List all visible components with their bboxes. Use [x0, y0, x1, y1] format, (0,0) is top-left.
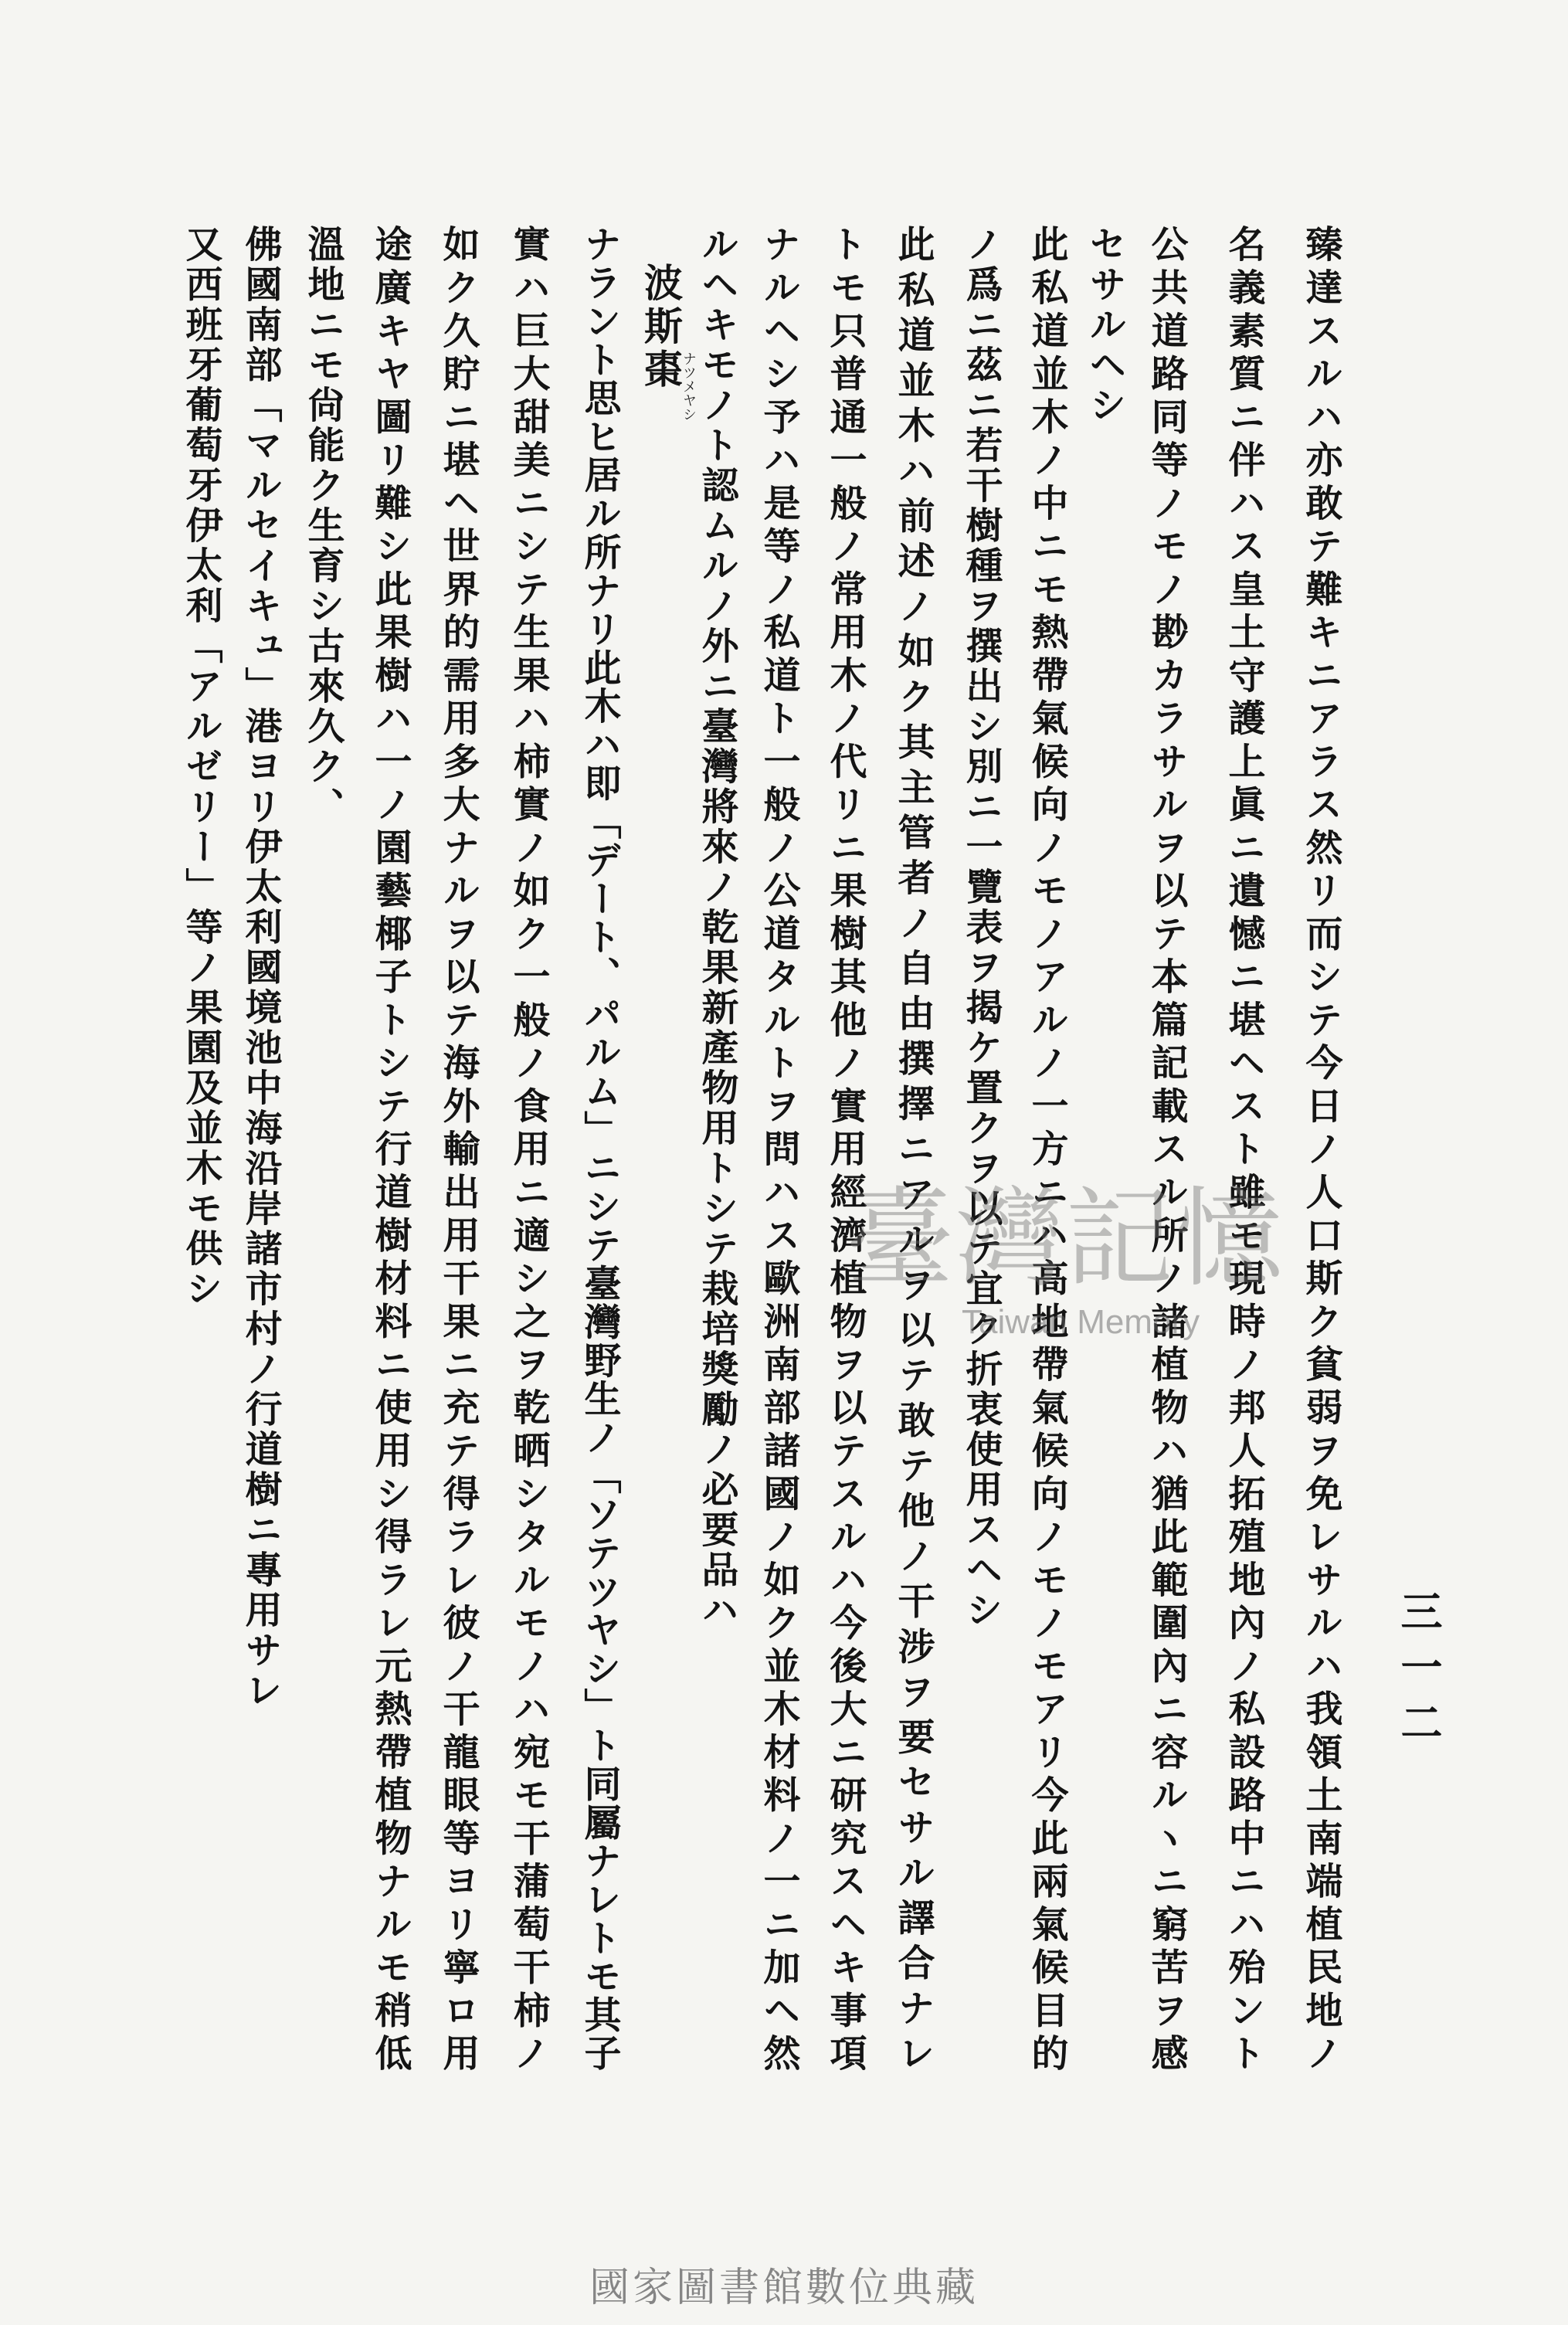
text-column-7: 此私道並木ハ前述ノ如ク其主管者ノ自由撰擇ニアルヲ以テ敢テ他ノ干涉ヲ要セサル譯合ナレ	[891, 225, 935, 2072]
text-column-8: トモ只普通一般ノ常用木ノ代リニ果樹其他ノ實用經濟植物ヲ以テスルハ今後大ニ研究スヘキ事項	[823, 225, 867, 2071]
watermark-logo-subtext: Taiwan Memory	[962, 1303, 1200, 1341]
text-column-17: 又西班牙葡萄牙伊太利「アルゼリー」等ノ果園及並木モ供シ	[179, 225, 222, 1309]
text-column-11: ナラント思ヒ居ル所ナリ此木ハ即「デート、パルム」ニシテ臺灣野生ノ「ソテツヤシ」ト同屬ナレトモ其子	[578, 225, 621, 2071]
text-column-4: セサルヘシ	[1083, 225, 1126, 426]
text-column-1: 臻達スルハ亦敢テ難キニアラス然リ而シテ今日ノ人口斯ク貧弱ヲ免レサルハ我領土南端植民地ノ	[1299, 225, 1342, 2071]
text-column-3: 公共道路同等ノモノ尠カラサルヲ以テ本篇記載スル所ノ諸植物ハ猶此範圍內ニ容ルヽニ窮苦ヲ感	[1145, 225, 1188, 2072]
text-column-16: 佛國南部「マルセイキュ」港ヨリ伊太利國境池中海沿岸諸市村ノ行道樹ニ專用サレ	[239, 225, 282, 1711]
text-column-13: 如ク久貯ニ堪ヘ世界的需用多大ナルヲ以テ海外輸出用干果ニ充テ得ラレ彼ノ干龍眼等ヨリ寧ロ用	[436, 225, 480, 2071]
text-column-15: 溫地ニモ尙能ク生育シ古來久ク、	[301, 225, 344, 827]
text-column-9: ナルヘシ予ハ是等ノ私道ト一般ノ公道タルトヲ問ハス歐洲南部諸國ノ如ク並木材料ノ一ニ加ヘ然	[757, 225, 800, 2072]
library-footer: 國家圖書館數位典藏	[589, 2265, 979, 2311]
watermark-logo-text: 臺灣記憶	[846, 1176, 1285, 1302]
heading-ruby: ナツメヤシ	[680, 351, 697, 421]
text-column-12: 實ハ巨大甜美ニシテ生果ハ柿實ノ如ク一般ノ食用ニ適シ之ヲ乾晒シタルモノハ宛モ干蒲萄干柿ノ	[507, 225, 550, 2072]
text-column-10: ルヘキモノト認ムルノ外ニ臺灣將來ノ乾果新產物用トシテ栽培獎勵ノ必要品ハ	[695, 225, 738, 1631]
page-number: 三一二	[1394, 1590, 1444, 1756]
text-column-14: 途廣キヤ圖リ難シ此果樹ハ一ノ園藝椰子トシテ行道樹材料ニ使用シ得ラレ元熱帶植物ナルモ稍低	[368, 225, 412, 2071]
text-column-5: 此私道並木ノ中ニモ熱帶氣候向ノモノアルノ一方ニハ高地帶氣候向ノモノモアリ今此兩氣候目的	[1025, 225, 1068, 2071]
text-column-2: 名義素質ニ伴ハス皇土守護上眞ニ遺憾ニ堪ヘスト雖モ現時ノ邦人拓殖地內ノ私設路中ニハ殆ント	[1222, 225, 1265, 2071]
text-column-6: ノ爲ニ茲ニ若干樹種ヲ撰出シ別ニ一覽表ヲ揭ケ置クヲ以テ宜ク折衷使用スヘシ	[959, 225, 1003, 1631]
section-heading: 波斯棗	[638, 263, 684, 392]
